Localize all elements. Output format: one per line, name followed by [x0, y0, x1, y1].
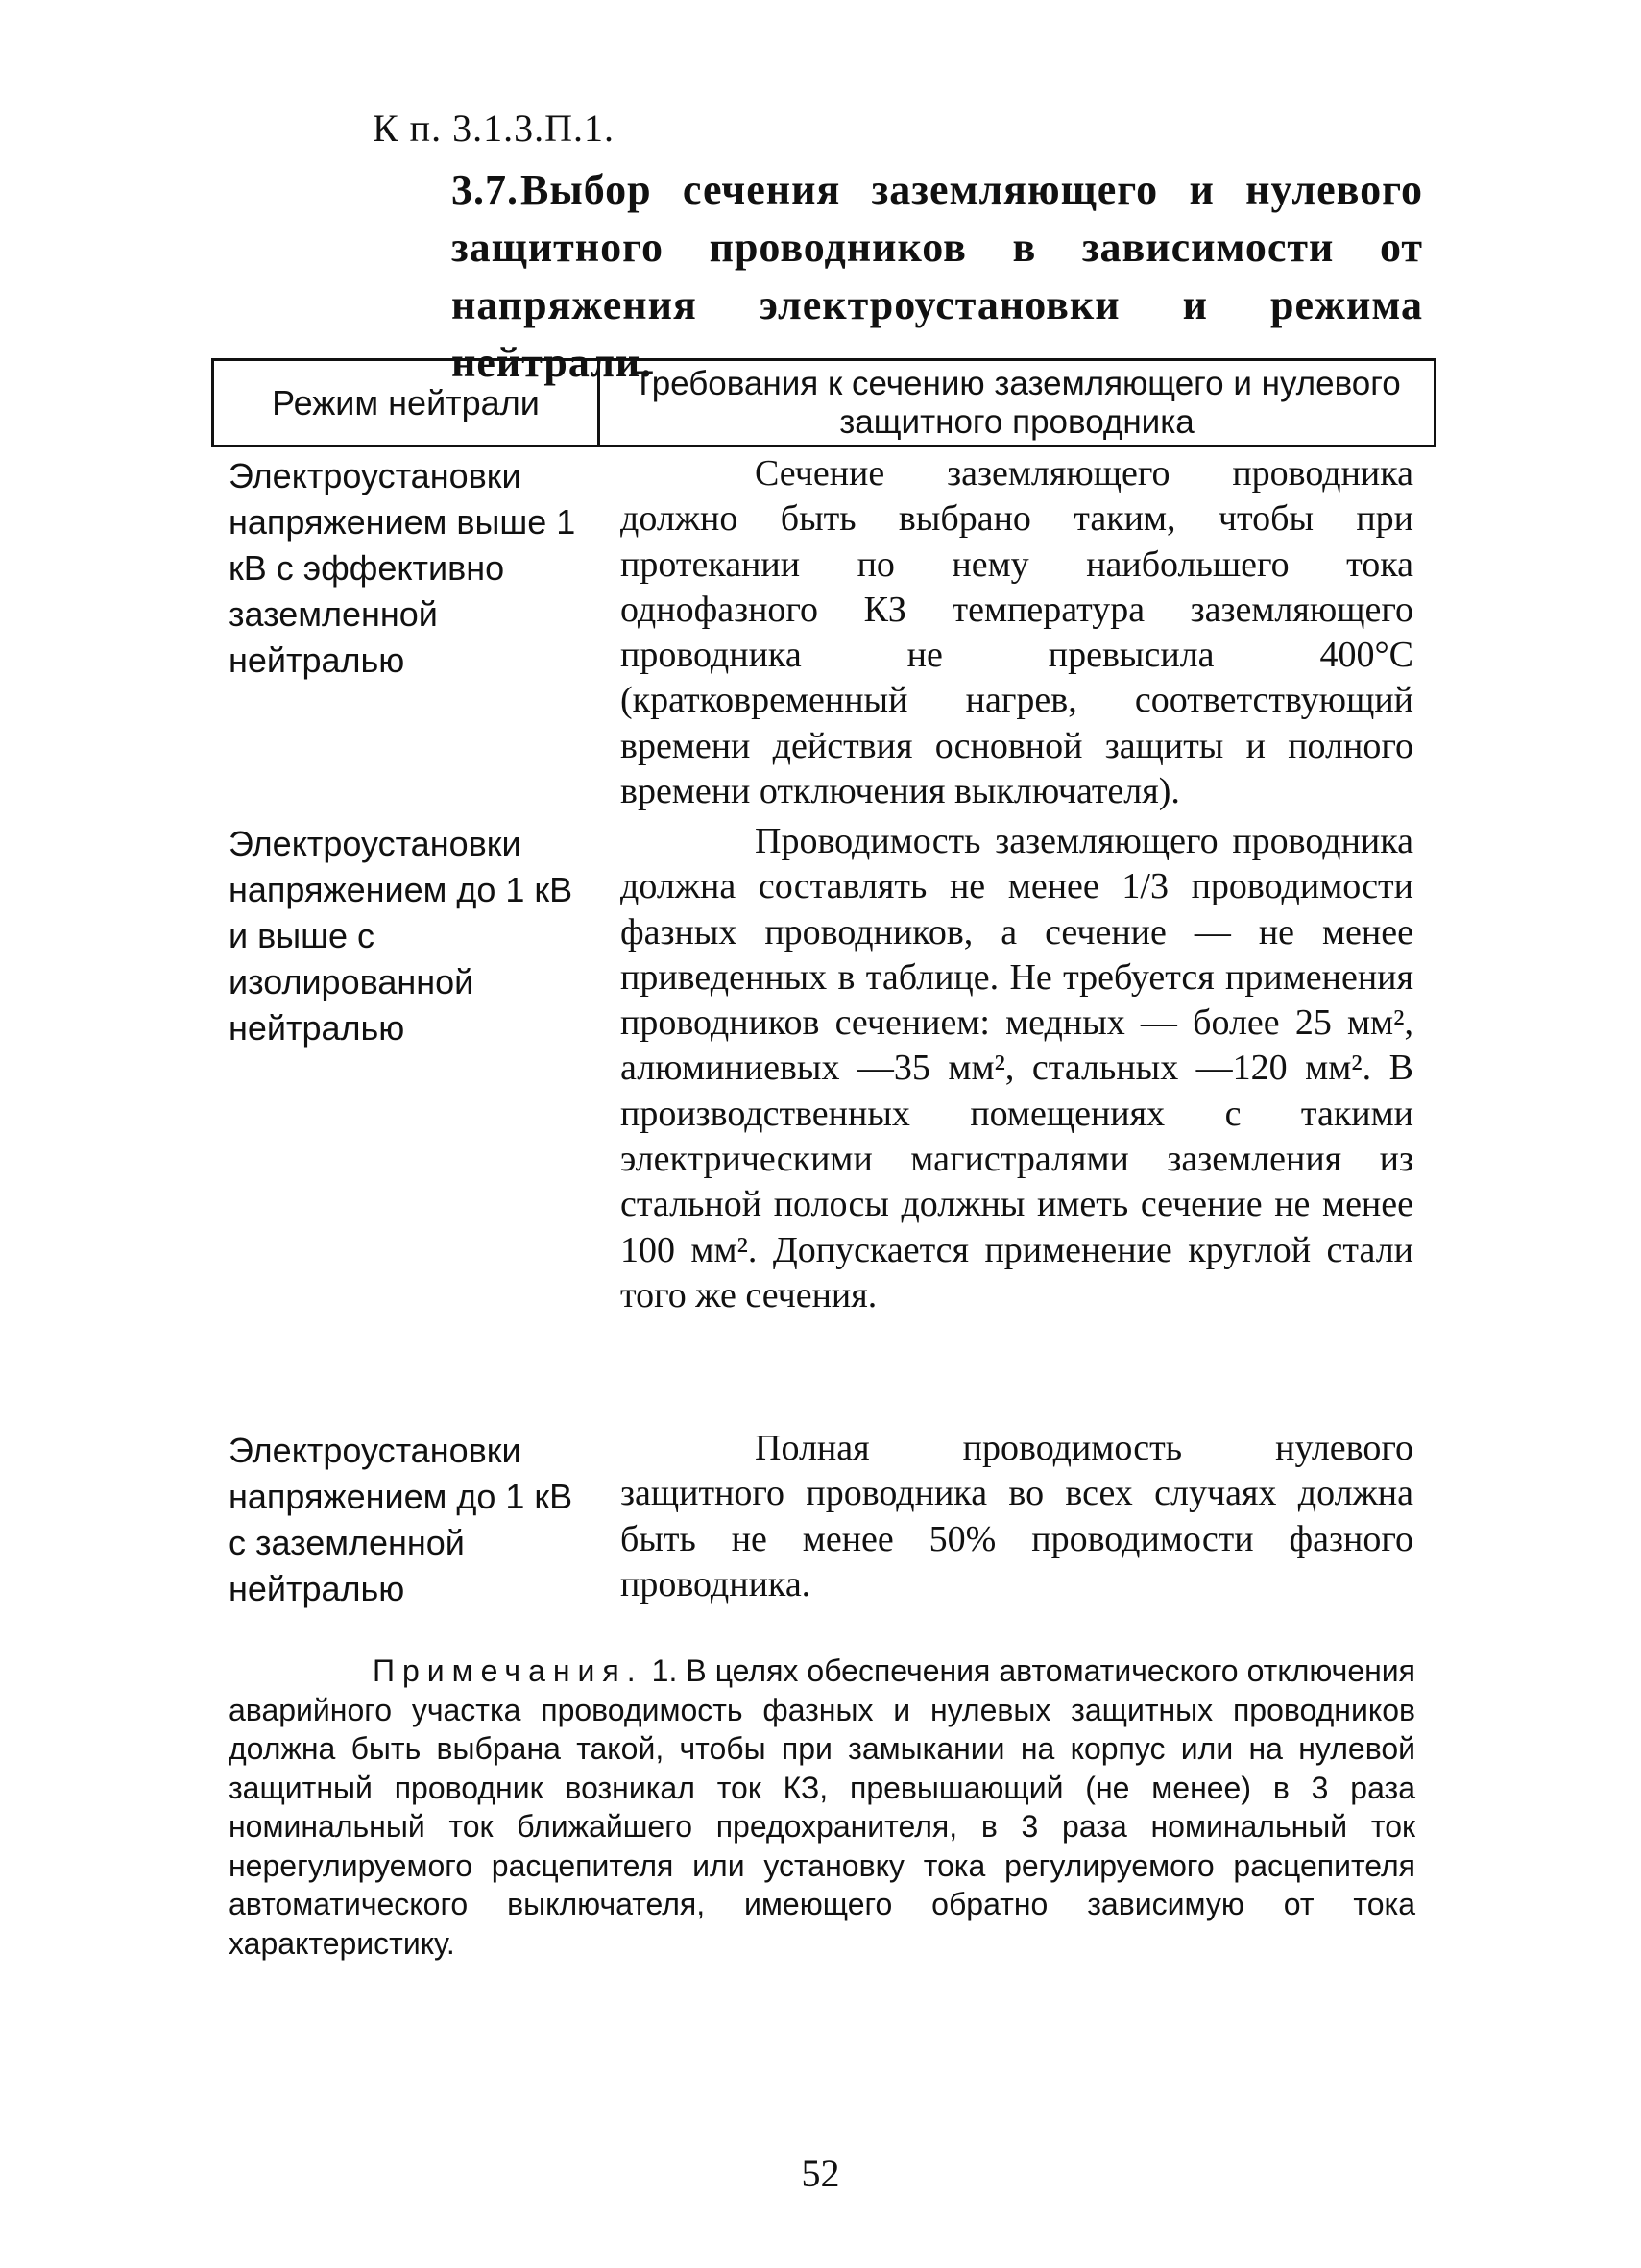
section-title: Выбор сечения заземляющего и нулевого защитного проводников в зависимости от напряжения электроустановки и режима нейтрали. — [451, 166, 1423, 386]
row-1-requirement: Сечение заземляющего проводника должно быть выбрано таким, чтобы при протекании по нему наибольшего тока однофазного КЗ температура заземляющего проводника не превысила 400°С (кратковременный нагрев, соответствующий времени действия основной защиты и полного времени отключения выключателя). — [620, 453, 1413, 812]
row-3-requirement: Полная проводимость нулевого защитного проводника во всех случаях должна быть не менее 50% проводимости фазного проводника. — [620, 1428, 1413, 1604]
section-number: 3.7. — [451, 166, 519, 213]
row-3-mode: Электроустановки напряжением до 1 кВ с заземленной нейтралью — [229, 1431, 573, 1608]
row-1-mode: Электроустановки напряжением выше 1 кВ с эффективно заземленной нейтралью — [229, 456, 576, 680]
page-number: 52 — [801, 2152, 840, 2195]
section-reference: К п. 3.1.3.П.1. — [373, 107, 615, 150]
notes-paragraph — [229, 1652, 1415, 1963]
section-heading — [451, 161, 1423, 392]
row-2-mode: Электроустановки напряжением до 1 кВ и выше с изолированной нейтралью — [229, 824, 573, 1048]
column-header-neutral-mode: Режим нейтрали — [214, 361, 600, 445]
column-header-requirements: Требования к сечению заземляющего и нулевого защитного проводника — [633, 365, 1401, 441]
row-2-requirement: Проводимость заземляющего проводника должна составлять не менее 1/3 проводимости фазных проводников, а сечение — не менее приведенных в таблице. Не требуется применения проводников сечением: медных — более 25 мм², алюминиевых —35 мм², стальных —120 мм². В производственных помещениях с такими электрическими магистралями заземления из стальной полосы должны иметь сечение не менее 100 мм². Допускается применение круглой стали того же сечения. — [620, 821, 1413, 1315]
table-header — [211, 358, 1436, 447]
notes-text: 1. В целях обеспечения автоматического отключения аварийного участка проводимость фазных и нулевых защитных проводников должна быть выбрана такой, чтобы при замыкании на корпус или на нулевой защитный проводник возникал ток КЗ, превышающий (не менее) в 3 раза номинальный ток ближайшего предохранителя, в 3 раза номинальный ток нерегулируемого расцепителя или установку тока регулируемого расцепителя автоматического выключателя, имеющего обратно зависимую от тока характеристику. — [229, 1653, 1416, 1961]
notes-label: Примечания. — [373, 1653, 643, 1688]
